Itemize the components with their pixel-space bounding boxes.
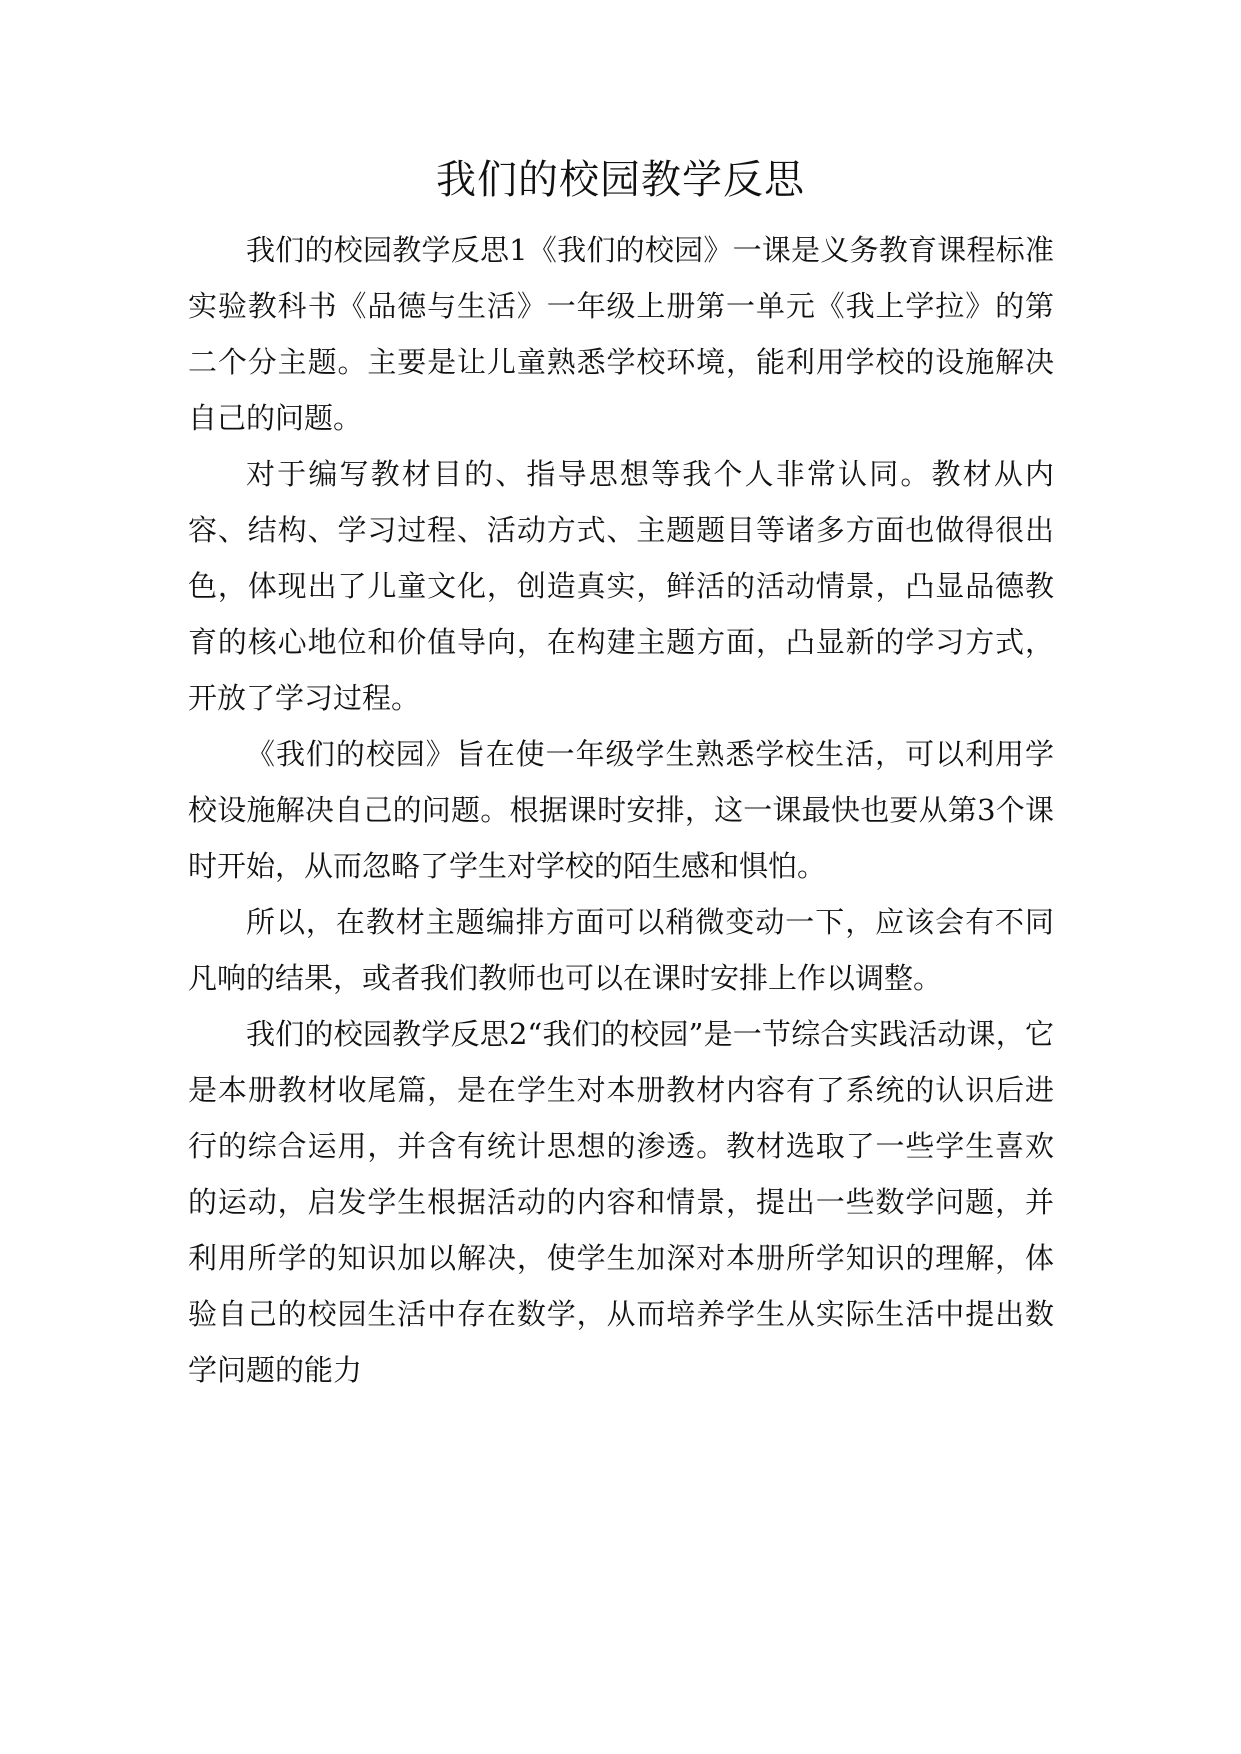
paragraph-3: 《我们的校园》旨在使一年级学生熟悉学校生活，可以利用学校设施解决自己的问题。根据课时安排，这一课最快也要从第3个课时开始，从而忽略了学生对学校的陌生感和惧怕。 (188, 737, 1054, 883)
document-title: 我们的校园教学反思 (436, 157, 805, 203)
paragraph-4: 所以，在教材主题编排方面可以稍微变动一下，应该会有不同凡响的结果，或者我们教师也可以在课时安排上作以调整。 (188, 905, 1054, 995)
paragraph-5: 我们的校园教学反思2“我们的校园”是一节综合实践活动课，它是本册教材收尾篇，是在学生对本册教材内容有了系统的认识后进行的综合运用，并含有统计思想的渗透。教材选取了一些学生喜欢的运动，启发学生根据活动的内容和情景，提出一些数学问题，并利用所学的知识加以解决，使学生加深对本册所学知识的理解，体验自己的校园生活中存在数学，从而培养学生从实际生活中提出数学问题的能力 (188, 1017, 1054, 1387)
paragraph-1: 我们的校园教学反思1《我们的校园》一课是义务教育课程标准实验教科书《品德与生活》一年级上册第一单元《我上学拉》的第二个分主题。主要是让儿童熟悉学校环境，能利用学校的设施解决自己的问题。 (188, 233, 1054, 435)
document-body (188, 222, 1054, 1398)
paragraph-2: 对于编写教材目的、指导思想等我个人非常认同。教材从内容、结构、学习过程、活动方式、主题题目等诸多方面也做得很出色，体现出了儿童文化，创造真实，鲜活的活动情景，凸显品德教育的核心地位和价值导向，在构建主题方面，凸显新的学习方式，开放了学习过程。 (188, 457, 1054, 715)
